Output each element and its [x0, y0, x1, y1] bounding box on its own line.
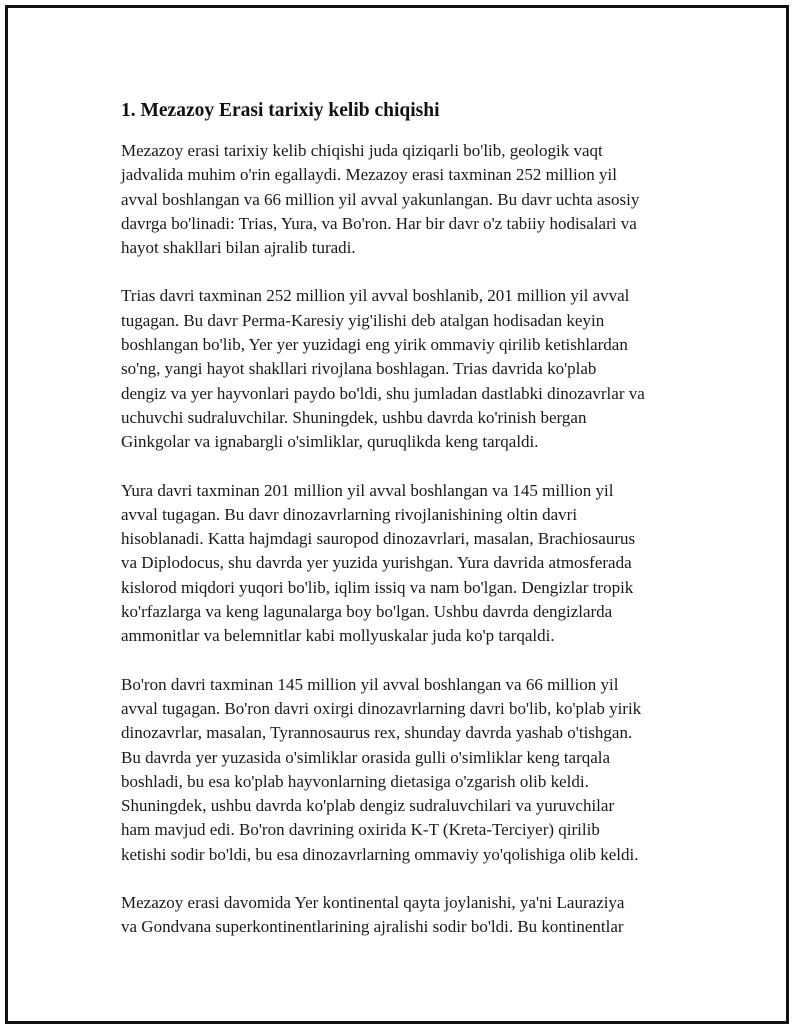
section-heading: 1. Mezazoy Erasi tarixiy kelib chiqishi — [121, 100, 440, 121]
paragraph-continents — [121, 891, 701, 940]
text-line: Bo'ron davri taxminan 145 million yil avval boshlangan va 66 million yil — [121, 674, 619, 694]
text-line: davrga bo'linadi: Trias, Yura, va Bo'ron. Har bir davr o'z tabiiy hodisalari va — [121, 213, 637, 233]
text-line: boshladi, bu esa ko'plab hayvonlarning dietasiga o'zgarish olib keldi. — [121, 771, 589, 791]
text-line: jadvalida muhim o'rin egallaydi. Mezazoy erasi taxminan 252 million yil — [121, 165, 617, 185]
text-line: hayot shakllari bilan ajralib turadi. — [121, 238, 356, 258]
text-line: dinozavrlar, masalan, Tyrannosaurus rex, shunday davrda yashab o'tishgan. — [121, 723, 633, 743]
paragraph-boron — [121, 673, 701, 867]
text-line: va Gondvana superkontinentlarining ajralishi sodir bo'ldi. Bu kontinentlar — [121, 917, 624, 937]
text-line: ketishi sodir bo'ldi, bu esa dinozavrlarning ommaviy yo'qolishiga olib keldi. — [121, 844, 639, 864]
text-line: kislorod miqdori yuqori bo'lib, iqlim issiq va nam bo'lgan. Dengizlar tropik — [121, 577, 634, 597]
text-line: ko'rfazlarga va keng lagunalarga boy bo'lgan. Ushbu davrda dengizlarda — [121, 602, 613, 622]
text-line: ammonitlar va belemnitlar kabi mollyuskalar juda ko'p tarqaldi. — [121, 626, 555, 646]
text-line: va Diplodocus, shu davrda yer yuzida yurishgan. Yura davrida atmosferada — [121, 553, 632, 573]
text-line: Yura davri taxminan 201 million yil avval boshlangan va 145 million yil — [121, 480, 614, 500]
paragraph-trias — [121, 284, 701, 454]
text-line: dengiz va yer hayvonlari paydo bo'ldi, shu jumladan dastlabki dinozavrlar va — [121, 383, 645, 403]
text-line: avval tugagan. Bo'ron davri oxirgi dinozavrlarning davri bo'lib, ko'plab yirik — [121, 698, 642, 718]
paragraph-intro — [121, 139, 701, 260]
text-line: hisoblanadi. Katta hajmdagi sauropod dinozavrlari, masalan, Brachiosaurus — [121, 529, 636, 549]
text-line: avval tugagan. Bu davr dinozavrlarning rivojlanishining oltin davri — [121, 504, 578, 524]
text-line: so'ng, yangi hayot shakllari rivojlana boshlagan. Trias davrida ko'plab — [121, 359, 597, 379]
text-line: Mezazoy erasi davomida Yer kontinental qayta joylanishi, ya'ni Lauraziya — [121, 893, 625, 913]
paragraph-yura — [121, 479, 701, 649]
text-line: boshlangan bo'lib, Yer yer yuzidagi eng yirik ommaviy qirilib ketishlardan — [121, 335, 628, 355]
text-line: Mezazoy erasi tarixiy kelib chiqishi juda qiziqarli bo'lib, geologik vaqt — [121, 141, 603, 160]
text-line: Trias davri taxminan 252 million yil avval boshlanib, 201 million yil avval — [121, 286, 630, 306]
text-line: Bu davrda yer yuzasida o'simliklar orasida gulli o'simliklar keng tarqala — [121, 747, 611, 767]
text-line: ham mavjud edi. Bo'ron davrining oxirida K-T (Kreta-Terciyer) qirilib — [121, 820, 600, 840]
text-line: tugagan. Bu davr Perma-Karesiy yig'ilishi deb atalgan hodisadan keyin — [121, 310, 605, 330]
text-line: uchuvchi sudraluvchilar. Shuningdek, ushbu davrda ko'rinish bergan — [121, 407, 587, 427]
text-line: Shuningdek, ushbu davrda ko'plab dengiz sudraluvchilari va yuruvchilar — [121, 796, 615, 816]
text-line: Ginkgolar va ignabargli o'simliklar, quruqlikda keng tarqaldi. — [121, 432, 539, 452]
page-frame — [5, 5, 789, 1024]
text-line: avval boshlangan va 66 million yil avval yakunlangan. Bu davr uchta asosiy — [121, 189, 640, 209]
document-body — [121, 96, 701, 964]
